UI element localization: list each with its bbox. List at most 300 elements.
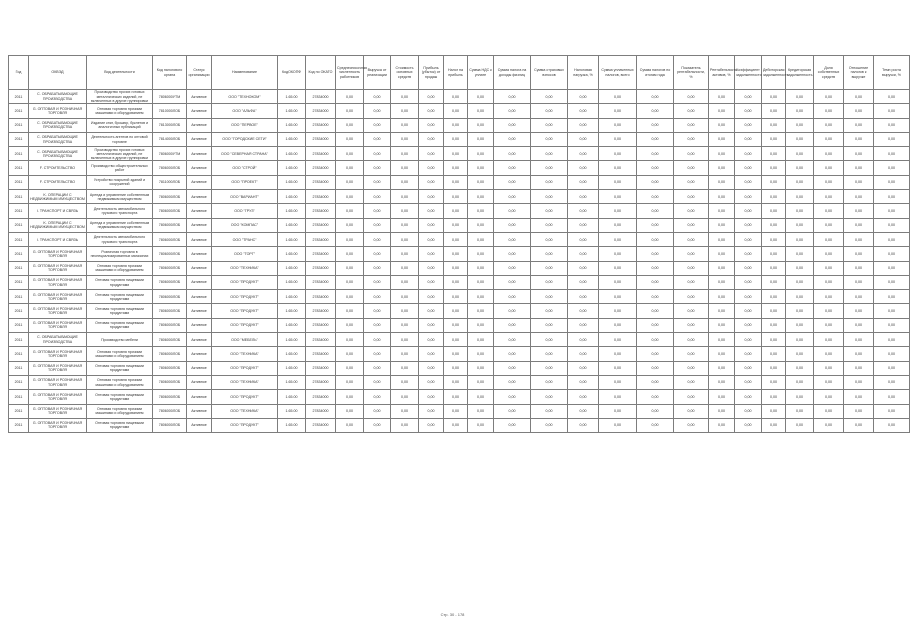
table-cell: 0,00 [364,190,391,204]
table-cell: 1.65.00 [278,247,306,261]
table-cell: 0,00 [814,275,844,289]
table-cell: 7806000ЛОБ [153,275,187,289]
table-cell: 7806000УТМ [153,147,187,161]
table-cell: 0,00 [674,147,709,161]
table-cell: Активное [187,232,212,246]
table-cell: 0,00 [814,390,844,404]
table-cell: 0,00 [762,232,786,246]
table-cell: С. ОБРАБАТЫВАЮЩИЕ ПРОИЗВОДСТВА [29,147,87,161]
table-cell: 0,00 [468,290,494,304]
table-cell: ООО "ПЕРВОЕ" [212,118,278,132]
column-header: Показатель рентабельности, % [674,56,709,90]
table-cell: Оптовая торговля пищевыми продуктами [87,290,153,304]
table-cell: 0,00 [468,261,494,275]
table-cell: 0,00 [637,190,674,204]
table-cell: 0,00 [844,218,874,232]
table-cell: 2011 [9,418,29,432]
table-cell: 0,00 [762,404,786,418]
table-cell: 0,00 [637,147,674,161]
table-cell: 0,00 [674,318,709,332]
table-cell: 7810000ЛОБ [153,104,187,118]
table-cell: 0,00 [637,404,674,418]
table-cell: 0,00 [336,104,364,118]
table-cell: 0,00 [391,333,419,347]
table-row [9,190,910,204]
header-row [9,56,910,90]
table-cell: 0,00 [874,132,910,146]
table-cell: 0,00 [494,333,531,347]
table-cell: Производство прочих готовых металлических изделий, не включенных в другие группировки [87,90,153,104]
table-cell: 0,00 [709,318,735,332]
column-header: Кредиторская задолженность [786,56,814,90]
table-cell: Активное [187,275,212,289]
table-cell: 27834000 [306,90,336,104]
table-cell: 0,00 [709,361,735,375]
table-cell: ООО "ТЕХНИКА" [212,375,278,389]
table-cell: 0,00 [494,404,531,418]
table-cell: 0,00 [599,318,637,332]
table-cell: 0,00 [364,290,391,304]
table-cell: 0,00 [531,118,568,132]
table-cell: 0,00 [444,361,468,375]
table-cell: 0,00 [364,361,391,375]
table-cell: 27834000 [306,104,336,118]
table-cell: 0,00 [531,190,568,204]
table-cell: Активное [187,204,212,218]
table-cell: 0,00 [814,361,844,375]
table-cell: 0,00 [735,304,762,318]
table-cell: 0,00 [531,104,568,118]
table-cell: 0,00 [364,318,391,332]
table-cell: 2011 [9,132,29,146]
table-cell: 0,00 [674,390,709,404]
table-cell: 0,00 [674,275,709,289]
table-cell: 1.65.00 [278,347,306,361]
column-header: Сумма страховых взносов [531,56,568,90]
table-cell: 0,00 [444,90,468,104]
table-cell: 0,00 [599,132,637,146]
table-cell: С. ОБРАБАТЫВАЮЩИЕ ПРОИЗВОДСТВА [29,132,87,146]
table-cell: 0,00 [599,175,637,189]
table-cell: 0,00 [391,275,419,289]
table-cell: 0,00 [786,175,814,189]
table-cell: 2011 [9,104,29,118]
table-cell: 0,00 [844,104,874,118]
table-cell: 2011 [9,204,29,218]
table-row [9,404,910,418]
table-cell: 0,00 [364,132,391,146]
table-cell: ООО "ПРОДУКТ" [212,304,278,318]
table-cell: 0,00 [637,204,674,218]
table-cell: 0,00 [444,175,468,189]
table-cell: 0,00 [531,161,568,175]
table-cell: Аренда и управление собственным недвижимым имуществом [87,190,153,204]
table-cell: 0,00 [444,347,468,361]
table-cell: ООО "ГОРОДСКИЕ СЕТИ" [212,132,278,146]
table-cell: 0,00 [568,290,599,304]
table-cell: Активное [187,361,212,375]
table-cell: ООО "ТЕХНИКА" [212,261,278,275]
column-header: Наименование [212,56,278,90]
table-cell: 0,00 [531,375,568,389]
table-cell: 0,00 [844,333,874,347]
table-row [9,104,910,118]
table-cell: 0,00 [637,261,674,275]
table-cell: 7806000ЛОБ [153,390,187,404]
table-cell: 7806000ЛОБ [153,304,187,318]
table-cell: ООО "ВАРИАНТ" [212,190,278,204]
table-cell: 0,00 [844,232,874,246]
table-cell: 0,00 [336,390,364,404]
table-row [9,161,910,175]
table-cell: 0,00 [844,132,874,146]
table-cell: 1.65.00 [278,175,306,189]
table-cell: 0,00 [494,218,531,232]
table-cell: G. ОПТОВАЯ И РОЗНИЧНАЯ ТОРГОВЛЯ [29,390,87,404]
table-cell: Оптовая торговля прочими машинами и оборудованием [87,404,153,418]
table-cell: 0,00 [599,333,637,347]
table-row [9,218,910,232]
table-cell: 0,00 [735,161,762,175]
table-cell: 0,00 [364,275,391,289]
table-cell: 0,00 [674,175,709,189]
table-cell: 0,00 [444,318,468,332]
table-cell: Оптовая торговля прочими машинами и оборудованием [87,261,153,275]
table-cell: 2011 [9,304,29,318]
table-cell: 0,00 [419,204,444,218]
table-cell: 0,00 [762,161,786,175]
table-cell: 0,00 [364,390,391,404]
table-cell: 0,00 [568,132,599,146]
table-cell: Деятельность автомобильного грузового транспорта [87,204,153,218]
table-cell: 0,00 [391,161,419,175]
table-cell: 0,00 [568,232,599,246]
table-cell: 0,00 [762,247,786,261]
table-cell: 0,00 [336,218,364,232]
table-cell: 7806000ЛОБ [153,190,187,204]
table-cell: 0,00 [814,175,844,189]
table-cell: Активное [187,418,212,432]
table-cell: 0,00 [674,118,709,132]
table-cell: 0,00 [637,375,674,389]
table-cell: 0,00 [468,118,494,132]
table-cell: 0,00 [637,90,674,104]
table-row [9,304,910,318]
table-cell: 0,00 [494,204,531,218]
table-cell: 0,00 [599,161,637,175]
table-cell: 0,00 [814,132,844,146]
table-cell: 0,00 [786,247,814,261]
table-cell: 0,00 [364,118,391,132]
table-cell: 0,00 [468,147,494,161]
table-cell: 0,00 [599,375,637,389]
table-cell: 0,00 [364,333,391,347]
table-row [9,375,910,389]
table-cell: 0,00 [364,347,391,361]
table-cell: 27834000 [306,261,336,275]
table-cell: 27834000 [306,375,336,389]
table-cell: 0,00 [531,361,568,375]
table-cell: 1.65.00 [278,418,306,432]
table-cell: 0,00 [637,390,674,404]
table-cell: 0,00 [468,333,494,347]
table-cell: 0,00 [786,418,814,432]
table-cell: 0,00 [814,375,844,389]
table-cell: 0,00 [568,404,599,418]
table-cell: 0,00 [568,104,599,118]
table-cell: 0,00 [468,318,494,332]
table-cell: С. ОБРАБАТЫВАЮЩИЕ ПРОИЗВОДСТВА [29,333,87,347]
table-cell: ООО "ПРОДУКТ" [212,275,278,289]
table-cell: 0,00 [735,318,762,332]
table-cell: 2011 [9,161,29,175]
table-cell: 0,00 [814,347,844,361]
table-cell: 0,00 [786,104,814,118]
table-cell: 0,00 [844,90,874,104]
table-cell: 0,00 [709,275,735,289]
table-cell: 0,00 [419,218,444,232]
table-cell: 0,00 [444,304,468,318]
table-cell: 7806000ЛОБ [153,375,187,389]
table-cell: 0,00 [531,347,568,361]
table-cell: 0,00 [786,118,814,132]
table-cell: 0,00 [674,247,709,261]
table-cell: 2011 [9,118,29,132]
table-cell: 0,00 [494,161,531,175]
table-cell: 0,00 [419,390,444,404]
table-cell: 0,00 [364,161,391,175]
table-cell: 0,00 [637,232,674,246]
table-cell: 0,00 [786,218,814,232]
table-cell: G. ОПТОВАЯ И РОЗНИЧНАЯ ТОРГОВЛЯ [29,375,87,389]
table-cell: 0,00 [599,390,637,404]
table-cell: 0,00 [444,418,468,432]
table-cell: С. ОБРАБАТЫВАЮЩИЕ ПРОИЗВОДСТВА [29,90,87,104]
table-cell: 0,00 [364,147,391,161]
table-cell: 0,00 [709,232,735,246]
table-cell: 2011 [9,390,29,404]
table-cell: 0,00 [391,418,419,432]
table-cell: 0,00 [874,261,910,275]
table-cell: 2011 [9,218,29,232]
table-cell: 0,00 [568,418,599,432]
table-cell: 27834000 [306,218,336,232]
table-cell: 0,00 [468,347,494,361]
table-cell: Активное [187,261,212,275]
table-cell: Розничная торговля в неспециализированных магазинах [87,247,153,261]
table-body [9,90,910,433]
table-cell: 0,00 [336,161,364,175]
table-cell: 0,00 [568,375,599,389]
table-cell: Аренда и управление собственным недвижимым имуществом [87,218,153,232]
table-row [9,418,910,432]
table-cell: 0,00 [786,90,814,104]
table-cell: 0,00 [444,261,468,275]
table-cell: 0,00 [762,90,786,104]
table-cell: 2011 [9,361,29,375]
table-cell: 0,00 [531,232,568,246]
table-cell: 7806000ЛОБ [153,347,187,361]
table-cell: 0,00 [844,175,874,189]
table-cell: 0,00 [494,147,531,161]
table-cell: Активное [187,290,212,304]
table-cell: 27834000 [306,318,336,332]
table-cell: 0,00 [599,104,637,118]
table-cell: 0,00 [637,361,674,375]
table-cell: 0,00 [786,390,814,404]
table-cell: Активное [187,333,212,347]
table-cell: 0,00 [762,190,786,204]
table-cell: G. ОПТОВАЯ И РОЗНИЧНАЯ ТОРГОВЛЯ [29,247,87,261]
table-row [9,361,910,375]
column-header: КодОКОПФ [278,56,306,90]
table-cell: 0,00 [599,261,637,275]
table-cell: Активное [187,390,212,404]
table-cell: 0,00 [336,204,364,218]
table-cell: 0,00 [419,232,444,246]
table-cell: 0,00 [674,347,709,361]
table-cell: 0,00 [709,190,735,204]
table-cell: ООО "СТРОЙ" [212,161,278,175]
table-cell: 0,00 [814,247,844,261]
column-header: Сумма налогов по итогам года [637,56,674,90]
table-row [9,204,910,218]
table-cell: 0,00 [391,261,419,275]
table-cell: 0,00 [814,90,844,104]
table-cell: 0,00 [531,218,568,232]
table-cell: G. ОПТОВАЯ И РОЗНИЧНАЯ ТОРГОВЛЯ [29,404,87,418]
table-cell: 27834000 [306,275,336,289]
table-cell: 0,00 [874,318,910,332]
table-cell: 0,00 [568,347,599,361]
table-cell: 0,00 [494,190,531,204]
table-cell: 0,00 [391,375,419,389]
table-cell: 0,00 [419,290,444,304]
column-header: Сумма уплаченных налогов, всего [599,56,637,90]
table-cell: 0,00 [735,347,762,361]
table-cell: 0,00 [444,204,468,218]
column-header: Отношение налогов к выручке [844,56,874,90]
table-cell: 1.65.00 [278,290,306,304]
table-cell: 1.65.00 [278,218,306,232]
table-cell: 1.65.00 [278,261,306,275]
table-cell: 0,00 [468,175,494,189]
table-cell: Активное [187,318,212,332]
column-header: Сумма налога на доходы физлиц [494,56,531,90]
table-cell: 0,00 [786,333,814,347]
table-cell: 0,00 [599,118,637,132]
table-row [9,333,910,347]
table-cell: 27834000 [306,390,336,404]
table-cell: 0,00 [568,361,599,375]
column-header: Вид деятельности [87,56,153,90]
table-cell: Оптовая торговля пищевыми продуктами [87,318,153,332]
table-cell: 1.65.00 [278,118,306,132]
table-cell: 0,00 [444,104,468,118]
table-cell: G. ОПТОВАЯ И РОЗНИЧНАЯ ТОРГОВЛЯ [29,361,87,375]
table-cell: 0,00 [814,147,844,161]
table-cell: 0,00 [674,190,709,204]
table-cell: 1.65.00 [278,275,306,289]
table-cell: ООО "ТЕХНОКОМ" [212,90,278,104]
table-cell: 0,00 [494,247,531,261]
table-cell: 0,00 [364,304,391,318]
table-cell: 0,00 [444,118,468,132]
table-cell: 0,00 [709,218,735,232]
column-header: Статус организации [187,56,212,90]
table-cell: G. ОПТОВАЯ И РОЗНИЧНАЯ ТОРГОВЛЯ [29,304,87,318]
table-cell: 0,00 [391,175,419,189]
table-cell: 0,00 [637,218,674,232]
table-cell: 0,00 [874,232,910,246]
table-cell: 0,00 [531,304,568,318]
table-cell: 27834000 [306,333,336,347]
table-cell: 0,00 [391,104,419,118]
table-cell: 0,00 [814,104,844,118]
table-cell: 1.65.00 [278,147,306,161]
table-cell: 0,00 [786,404,814,418]
table-cell: 1.65.00 [278,304,306,318]
table-cell: 2011 [9,375,29,389]
table-cell: 0,00 [468,275,494,289]
table-cell: 0,00 [444,375,468,389]
column-header: Сумма НДС к уплате [468,56,494,90]
table-cell: 0,00 [735,90,762,104]
table-cell: 0,00 [674,232,709,246]
table-cell: 0,00 [364,247,391,261]
table-cell: 0,00 [735,333,762,347]
table-cell: 0,00 [735,204,762,218]
table-cell: Оптовая торговля пищевыми продуктами [87,390,153,404]
table-cell: 0,00 [468,161,494,175]
table-cell: 0,00 [531,275,568,289]
table-cell: 7806000ЛОБ [153,161,187,175]
table-cell: 0,00 [814,261,844,275]
table-cell: 0,00 [874,375,910,389]
table-cell: 0,00 [674,161,709,175]
table-cell: 0,00 [568,333,599,347]
table-cell: 27834000 [306,361,336,375]
table-cell: 0,00 [494,318,531,332]
table-cell: 0,00 [531,290,568,304]
table-cell: 0,00 [419,90,444,104]
table-cell: ООО "ПРОДУКТ" [212,290,278,304]
table-cell: 0,00 [419,161,444,175]
table-cell: 7806000ЛОБ [153,204,187,218]
table-cell: 0,00 [391,232,419,246]
table-cell: 0,00 [336,290,364,304]
table-cell: 0,00 [786,347,814,361]
table-cell: 1.65.00 [278,390,306,404]
table-cell: G. ОПТОВАЯ И РОЗНИЧНАЯ ТОРГОВЛЯ [29,318,87,332]
table-cell: 0,00 [762,290,786,304]
table-cell: 0,00 [568,247,599,261]
table-cell: 0,00 [709,347,735,361]
table-cell: Производство мебели [87,333,153,347]
table-cell: 0,00 [336,232,364,246]
table-cell: 2011 [9,261,29,275]
table-cell: 0,00 [735,418,762,432]
table-cell: 0,00 [599,147,637,161]
table-cell: 0,00 [336,404,364,418]
table-cell: С. ОБРАБАТЫВАЮЩИЕ ПРОИЗВОДСТВА [29,118,87,132]
column-header: Налоговая нагрузка, % [568,56,599,90]
table-cell: 0,00 [531,247,568,261]
table-cell: G. ОПТОВАЯ И РОЗНИЧНАЯ ТОРГОВЛЯ [29,275,87,289]
table-cell: 0,00 [336,90,364,104]
table-cell: 0,00 [419,275,444,289]
table-cell: 0,00 [419,247,444,261]
